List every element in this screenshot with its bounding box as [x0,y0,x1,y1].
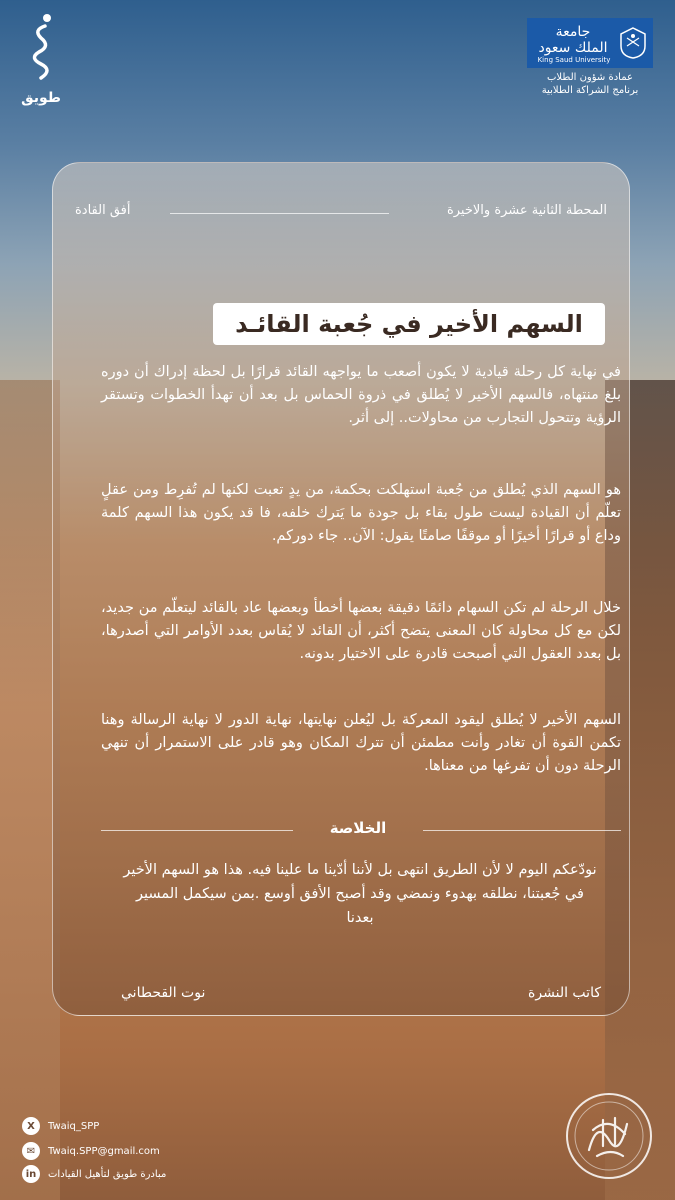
summary-divider-left [101,830,293,831]
x-handle[interactable]: Twaiq_SPP [48,1120,100,1132]
ksu-seal-icon [619,26,647,60]
ksu-name-english: King Saud University [537,56,611,64]
x-contact[interactable] [22,1117,99,1135]
series-label: أفق القادة [75,203,131,218]
x-icon: X [22,1117,40,1135]
card-header [75,203,607,223]
author-label: كاتب النشرة [528,985,601,1001]
ksu-logo-box [527,18,653,68]
newsletter-card [52,162,630,1016]
summary-text: نودّعكم اليوم لا لأن الطريق انتهى بل لأننا أدّينا ما علينا فيه. هذا هو السهم الأخير في جُعبتنا، نطلقه بهدوء ونمضي وقد أصبح الأفق أوسع .بمن سيكمل المسير بعدنا [123,862,597,926]
calligraphy-seal-icon [563,1090,655,1182]
email-contact[interactable] [22,1142,160,1160]
paragraph-1: في نهاية كل رحلة قيادية لا يكون أصعب ما يواجهه القائد قرارًا بل لحظة إدراك أن دوره بلغ منتهاه، فالسهم الأخير لا يُطلق في ذروة الحماس بل بعد أن تهدأ الخطوات وتستقر الرؤية وتتحول التجارب من محاولات.. إلى أثر. [101,364,621,426]
header-divider [170,213,389,214]
email-icon: ✉ [22,1142,40,1160]
summary-divider-right [423,830,621,831]
author-name: نوت القحطاني [121,985,206,1001]
ksu-name-arabic: جامعة الملك سعود [538,24,608,56]
twaiq-logo-icon [21,12,61,84]
twaiq-logo [18,12,64,106]
linkedin-name[interactable]: مبادرة طويق لتأهيل القيادات [48,1168,167,1180]
paragraph-2: هو السهم الذي يُطلق من جُعبة استهلكت بحكمة، من يدٍ تعبت لكنها لم تُفرِط ومن عقلٍ تعلّم أن القيادة ليست طول بقاء بل جودة ما يَترك خلفه، فا قد يكون هذا السهم كلمة وداع أو قرارًا أخيرًا أو موقفًا صامتًا يقول: الآن.. جاء دوركم. [101,482,621,544]
ksu-logo [527,18,653,97]
summary-heading: الخلاصة [329,819,387,837]
linkedin-contact[interactable] [22,1165,166,1183]
linkedin-icon: in [22,1165,40,1183]
email-address[interactable]: Twaiq.SPP@gmail.com [48,1145,160,1157]
paragraph-4: السهم الأخير لا يُطلق ليقود المعركة بل ليُعلن نهايتها، نهاية الدور لا نهاية الرسالة وهنا تكمن القوة أن تغادر وأنت مطمئن أن تترك المكان وهو قادر على الاستمرار أن تنهي الرحلة دون أن تفرغها من معناها. [101,712,621,774]
paragraph-3: خلال الرحلة لم تكن السهام دائمًا دقيقة بعضها أخطأ وبعضها عاد بالقائد ليتعلّم من جديد، لكن مع كل محاولة كان المعنى يتضح أكثر، أن القائد لا يُقاس بعدد الأوامر التي أصدرها، بل بعدد العقول التي أصبحت قادرة على الاختيار بدونه. [101,600,621,662]
twaiq-name: طويق [21,90,61,106]
ksu-department: عمادة شؤون الطلاب برنامج الشراكة الطلابية [541,72,639,96]
background-cliff-left [0,380,60,1200]
article-title: السهم الأخير في جُعبة القائـد [213,303,605,345]
station-label: المحطة الثانية عشرة والاخيرة [446,203,607,218]
